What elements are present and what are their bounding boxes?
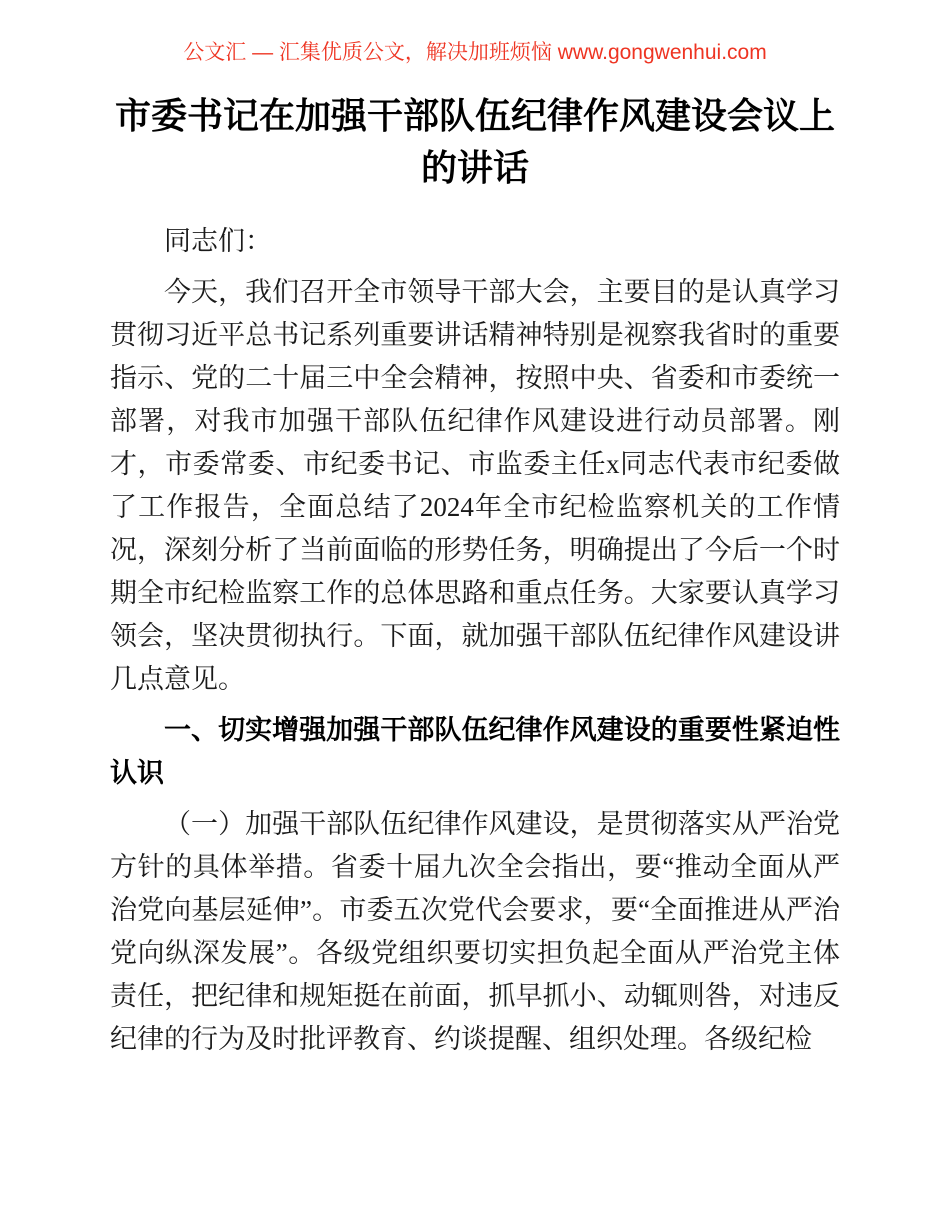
- site-watermark: 公文汇 — 汇集优质公文，解决加班烦恼 www.gongwenhui.com: [183, 41, 767, 64]
- document-body: [110, 220, 840, 1061]
- document-title: 市委书记在加强干部队伍纪律作风建设会议上的讲话: [114, 96, 835, 188]
- salutation: 同志们：: [164, 226, 272, 256]
- paragraph-section-1-1: （一）加强干部队伍纪律作风建设，是贯彻落实从严治党方针的具体举措。省委十届九次全会指出，要“推动全面从严治党向基层延伸”。市委五次党代会要求，要“全面推进从严治党向纵深发展”。各级党组织要切实担负起全面从严治党主体责任，把纪律和规矩挺在前面，抓早抓小、动辄则咎，对违反纪律的行为及时批评教育、约谈提醒、组织处理。各级纪检: [110, 809, 840, 1054]
- section-heading-1: 一、切实增强加强干部队伍纪律作风建设的重要性紧迫性认识: [110, 715, 840, 788]
- paragraph-intro: 今天，我们召开全市领导干部大会，主要目的是认真学习贯彻习近平总书记系列重要讲话精神特别是视察我省时的重要指示、党的二十届三中全会精神，按照中央、省委和市委统一部署，对我市加强干部队伍纪律作风建设进行动员部署。刚才，市委常委、市纪委书记、市监委主任x同志代表市纪委做了工作报告，全面总结了2024年全市纪检监察机关的工作情况，深刻分析了当前面临的形势任务，明确提出了今后一个时期全市纪检监察工作的总体思路和重点任务。大家要认真学习领会，坚决贯彻执行。下面，就加强干部队伍纪律作风建设讲几点意见。: [110, 277, 840, 694]
